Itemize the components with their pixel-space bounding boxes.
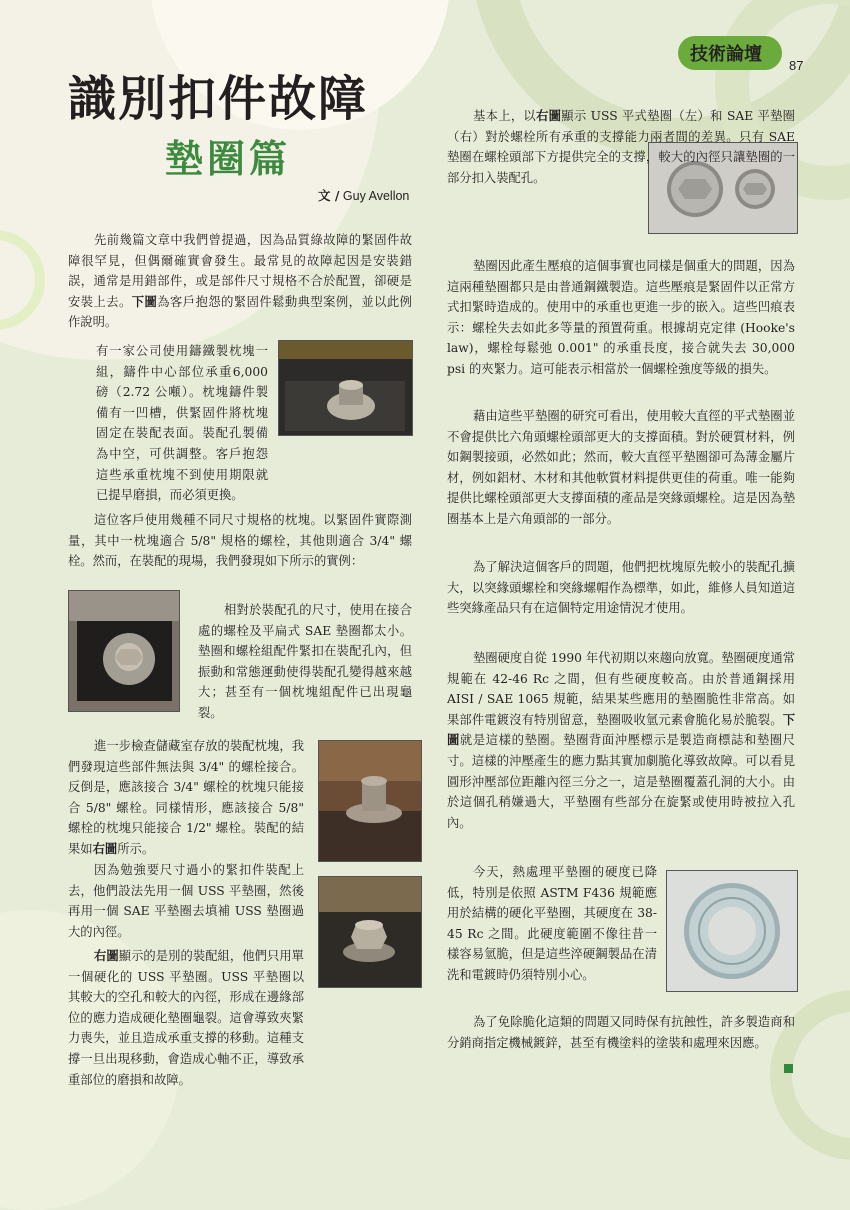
rusty-bolt-image bbox=[319, 741, 421, 861]
undersized-bolt-image bbox=[69, 591, 179, 711]
figure-ref: 下圖 bbox=[447, 712, 795, 748]
right-paragraph-1: 基本上，以右圖顯示 USS 平式墊圈（左）和 SAE 平墊圈（右）對於螺栓所有承重的支撐能力兩者間的差異。只有 SAE 墊圈在螺栓頭部下方提供完全的支撐，較大的內徑只讓墊圈的一部分扣入裝配孔。 bbox=[447, 109, 795, 185]
byline-prefix: 文 / bbox=[318, 188, 340, 203]
left-paragraph-5: 進一步檢查儲藏室存放的裝配枕塊，我們發現這些部件無法與 3/4" 的螺栓接合。反倒是，應該接合 3/4" 螺栓的枕塊只能接合 5/8" 螺栓。同樣情形，應該接合 5/8" 螺栓的枕塊只能接合 1/2" 螺栓。裝配的結果如右圖所示。 bbox=[68, 739, 304, 856]
left-paragraph-6: 因為勉強要尺寸過小的緊扣件裝配上去，他們設法先用一個 USS 平墊圈，然後再用一個 SAE 平墊圈去填補 USS 墊圈過大的內徑。 bbox=[68, 863, 304, 939]
figure-ref: 下圖 bbox=[131, 294, 158, 309]
article-title: 識別扣件故障 bbox=[68, 71, 369, 127]
article-subtitle: 墊圈篇 bbox=[165, 137, 292, 181]
byline bbox=[318, 186, 409, 204]
right-paragraph-5: 墊圈硬度自從 1990 年代初期以來趨向放寬。墊圈硬度通常規範在 42-46 Rc 之間，但有些硬度較高。由於普通鋼採用 AISI / SAE 1065 規範，結果某些應用的墊圈脆性非常高。如果部件電鍍沒有特別留意，墊圈吸收氫元素會脆化易於脆裂。下圖就是這樣的墊圈。墊圈背面沖壓標示是製造商標誌和墊圈尺寸。這樣的沖壓產生的應力點其實加劇脆化導致故障。可以看見圓形沖壓部位距離內徑三分之一，這是墊圈覆蓋孔洞的大小。由於這個孔稍嫌過大，平墊圈有些部分在旋緊或使用時被拉入孔內。 bbox=[447, 651, 795, 830]
figure-ref: 右圖 bbox=[94, 949, 119, 963]
figure-ref: 右圖 bbox=[536, 109, 562, 123]
brittle-washer-image bbox=[667, 871, 797, 991]
left-paragraph-2: 有一家公司使用鑄鐵製枕塊一組，鑄件中心部位承重6,000 磅（2.72 公噸）。枕塊鑄件製備有一凹槽，供緊固件將枕塊固定在裝配表面。裝配孔製備為中空，可供調整。客戶抱怨這些承重枕塊不到使用期限就已提早磨損，而必須更換。 bbox=[96, 344, 268, 503]
figure-ref: 右圖 bbox=[92, 841, 118, 856]
photo-brittle-washer bbox=[666, 870, 798, 992]
right-paragraph-3: 藉由這些平墊圈的研究可看出，使用較大直徑的平式墊圈並不會提供比六角頭螺栓頭部更大的支撐面積。對於硬質材料，例如鋼製接頭，必然如此；然而，較大直徑平墊圈卻可為薄金屬片材，例如鋁材、木材和其他軟質材料提供更佳的荷重。唯一能夠提供比螺栓頭部更大支撐面積的產品是突緣頭螺栓。這是因為墊圈基本上是六角頭部的一部分。 bbox=[447, 409, 795, 526]
right-paragraph-2: 墊圈因此產生壓痕的這個事實也同樣是個重大的問題，因為這兩種墊圈都只是由普通鋼鐵製造。這些壓痕是緊固件以正常方式扣緊時造成的。使用中的承重也更進一步的嵌入。這些凹痕表示：螺栓失去如此多等量的預置荷重。根據胡克定律 (Hooke's law)，螺栓每鬆弛 0.001" 的承重長度，接合就失去 30,000 psi 的夾緊力。這可能表示相當於一個螺栓強度等級的損失。 bbox=[447, 259, 795, 376]
left-paragraph-7: 右圖顯示的是別的裝配組，他們只用單一個硬化的 USS 平墊圈。USS 平墊圈以其較大的空孔和較大的內徑，形成在邊緣部位的應力造成硬化墊圈龜裂。這會導致夾緊力喪失，並且造成承重支撐的移動。這種支撐一旦出現移動，會造成心軸不正，導致承重部位的磨損和故障。 bbox=[68, 949, 304, 1087]
author-name: Guy Avellon bbox=[339, 189, 410, 203]
photo-rusty-bolt bbox=[318, 740, 422, 862]
left-paragraph-4: 相對於裝配孔的尺寸，使用在接合處的螺栓及平扁式 SAE 墊圈都太小。墊圈和螺栓組配件緊扣在裝配孔內，但振動和常態運動使得裝配孔變得越來越大；甚至有一個枕塊組配件已出現龜裂。 bbox=[198, 603, 412, 720]
section-label: 技術論壇 bbox=[690, 44, 762, 65]
right-paragraph-7: 為了免除脆化這類的問題又同時保有抗蝕性，許多製造商和分銷商指定機械鍍鋅，甚至有機塗料的塗裝和處理來因應。 bbox=[447, 1015, 795, 1050]
page-number: 87 bbox=[789, 58, 804, 73]
right-paragraph-6: 今天，熱處理平墊圈的硬度已降低，特別是依照 ASTM F436 規範應用於結構的硬化平墊圈，其硬度在 38-45 Rc 之間。此硬度範圍不像往昔一樣容易氫脆，但是這些淬硬鋼製品在清洗和電鍍時仍須特別小心。 bbox=[447, 865, 657, 982]
left-paragraph-1: 先前幾篇文章中我們曾提過，因為品質綠故障的緊固件故障很罕見，但偶爾確實會發生。最常見的故障起因是安裝錯誤，通常是用錯部件，或是部件尺寸規格不合於配置，卻硬是安裝上去。下圖為客戶抱怨的緊固件鬆動典型案例，並以此例作說明。 bbox=[68, 233, 412, 330]
left-paragraph-3: 這位客戶使用幾種不同尺寸規格的枕塊。以緊固件實際測量，其中一枕塊適合 5/8" 規格的螺栓，其他則適合 3/4" 螺栓。然而，在裝配的現場，我們發現如下所示的實例： bbox=[68, 513, 412, 569]
right-paragraph-4: 為了解決這個客戶的問題，他們把枕塊原先較小的裝配孔擴大，以突緣頭螺栓和突緣螺帽作為標準，如此，維修人員知道這些突緣產品只有在這個特定用途情況才使用。 bbox=[447, 560, 795, 616]
photo-undersized-bolt bbox=[68, 590, 180, 712]
end-of-article-mark bbox=[784, 1064, 793, 1073]
